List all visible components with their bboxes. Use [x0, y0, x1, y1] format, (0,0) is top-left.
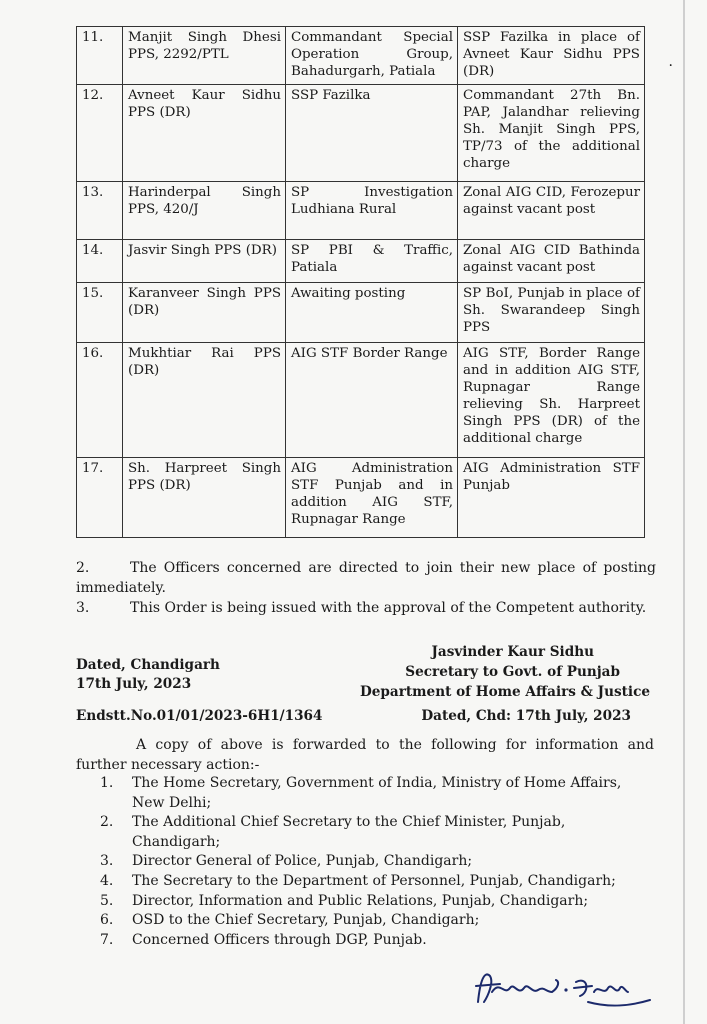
list-text: Concerned Officers through DGP, Punjab. [132, 931, 427, 948]
present-posting: Awaiting posting [286, 283, 458, 343]
officer-name: Sh. Harpreet Singh PPS (DR) [123, 458, 286, 538]
paragraph-3 [76, 598, 656, 618]
dated-block [76, 656, 220, 694]
list-number: 5. [100, 892, 114, 909]
paragraph-number: 3. [76, 600, 90, 616]
paragraph-text: The Officers concerned are directed to join their new place of posting immediately. [76, 560, 656, 596]
officer-name: Karanveer Singh PPS (DR) [123, 283, 286, 343]
serial-number: 11. [77, 27, 123, 85]
list-text: OSD to the Chief Secretary, Punjab, Chandigarh; [132, 912, 480, 929]
serial-number: 12. [77, 85, 123, 182]
list-number: 3. [100, 853, 114, 870]
endorsement-number: Endstt.No.01/01/2023-6H1/1364 [76, 708, 323, 724]
list-item [100, 774, 656, 813]
officer-name: Mukhtiar Rai PPS (DR) [123, 343, 286, 458]
list-text: The Additional Chief Secretary to the Chief Minister, Punjab, Chandigarh; [132, 814, 566, 850]
present-posting: AIG STF Border Range [286, 343, 458, 458]
signatory-block [320, 642, 650, 702]
serial-number: 13. [77, 182, 123, 240]
table-row [77, 27, 645, 85]
copy-forward-intro: A copy of above is forwarded to the following for information and further necessary action:- [76, 737, 654, 773]
officer-name: Harinderpal Singh PPS, 420/J [123, 182, 286, 240]
new-posting: SP BoI, Punjab in place of Sh. Swarandeep Singh PPS [458, 283, 645, 343]
new-posting: AIG Administration STF Punjab [458, 458, 645, 538]
list-text: The Home Secretary, Government of India, Ministry of Home Affairs, New Delhi; [132, 775, 622, 811]
list-number: 1. [100, 775, 114, 791]
table-row [77, 283, 645, 343]
list-item [100, 852, 656, 872]
present-posting: Commandant Special Operation Group, Bahadurgarh, Patiala [286, 27, 458, 85]
list-text: The Secretary to the Department of Personnel, Punjab, Chandigarh; [132, 872, 616, 889]
paragraph-text: This Order is being issued with the approval of the Competent authority. [130, 600, 647, 616]
present-posting: SP Investigation Ludhiana Rural [286, 182, 458, 240]
new-posting: Zonal AIG CID, Ferozepur against vacant post [458, 182, 645, 240]
dated-date: 17th July, 2023 [76, 676, 192, 692]
paragraph-number: 2. [76, 560, 90, 576]
serial-number: 16. [77, 343, 123, 458]
list-item [100, 911, 656, 931]
new-posting: AIG STF, Border Range and in addition AIG STF, Rupnagar Range relieving Sh. Harpreet Singh PPS (DR) of the additional charge [458, 343, 645, 458]
posting-table [76, 26, 645, 538]
new-posting: Commandant 27th Bn. PAP, Jalandhar relieving Sh. Manjit Singh PPS, TP/73 of the additional charge [458, 85, 645, 182]
paragraph-2 [76, 558, 656, 598]
list-item [100, 931, 656, 951]
recipient-list [100, 774, 656, 950]
list-text: Director, Information and Public Relations, Punjab, Chandigarh; [132, 892, 589, 909]
stray-dot-mark: · [668, 58, 673, 74]
present-posting: SP PBI & Traffic, Patiala [286, 240, 458, 283]
dated-place: Dated, Chandigarh [76, 657, 220, 673]
officer-name: Jasvir Singh PPS (DR) [123, 240, 286, 283]
list-item [100, 813, 656, 852]
serial-number: 14. [77, 240, 123, 283]
posting-table-body [77, 27, 645, 538]
table-row [77, 458, 645, 538]
serial-number: 17. [77, 458, 123, 538]
list-number: 6. [100, 912, 114, 929]
present-posting: AIG Administration STF Punjab and in addition AIG STF, Rupnagar Range [286, 458, 458, 538]
signatory-name: Jasvinder Kaur Sidhu [431, 644, 594, 660]
serial-number: 15. [77, 283, 123, 343]
table-row [77, 182, 645, 240]
table-row [77, 343, 645, 458]
list-number: 4. [100, 872, 114, 889]
list-item [100, 892, 656, 912]
present-posting: SSP Fazilka [286, 85, 458, 182]
list-number: 2. [100, 814, 114, 831]
signatory-designation: Secretary to Govt. of Punjab [405, 664, 620, 680]
officer-name: Manjit Singh Dhesi PPS, 2292/PTL [123, 27, 286, 85]
endorsement-date: Dated, Chd: 17th July, 2023 [421, 708, 631, 724]
endorsement-line [76, 708, 631, 724]
officer-name: Avneet Kaur Sidhu PPS (DR) [123, 85, 286, 182]
signatory-department: Department of Home Affairs & Justice [359, 684, 650, 700]
handwritten-signature [470, 962, 660, 1012]
list-number: 7. [100, 931, 114, 948]
new-posting: Zonal AIG CID Bathinda against vacant post [458, 240, 645, 283]
list-item [100, 872, 656, 892]
new-posting: SSP Fazilka in place of Avneet Kaur Sidhu PPS (DR) [458, 27, 645, 85]
list-text: Director General of Police, Punjab, Chandigarh; [132, 853, 473, 870]
table-row [77, 240, 645, 283]
table-row [77, 85, 645, 182]
page-edge [683, 0, 685, 1024]
